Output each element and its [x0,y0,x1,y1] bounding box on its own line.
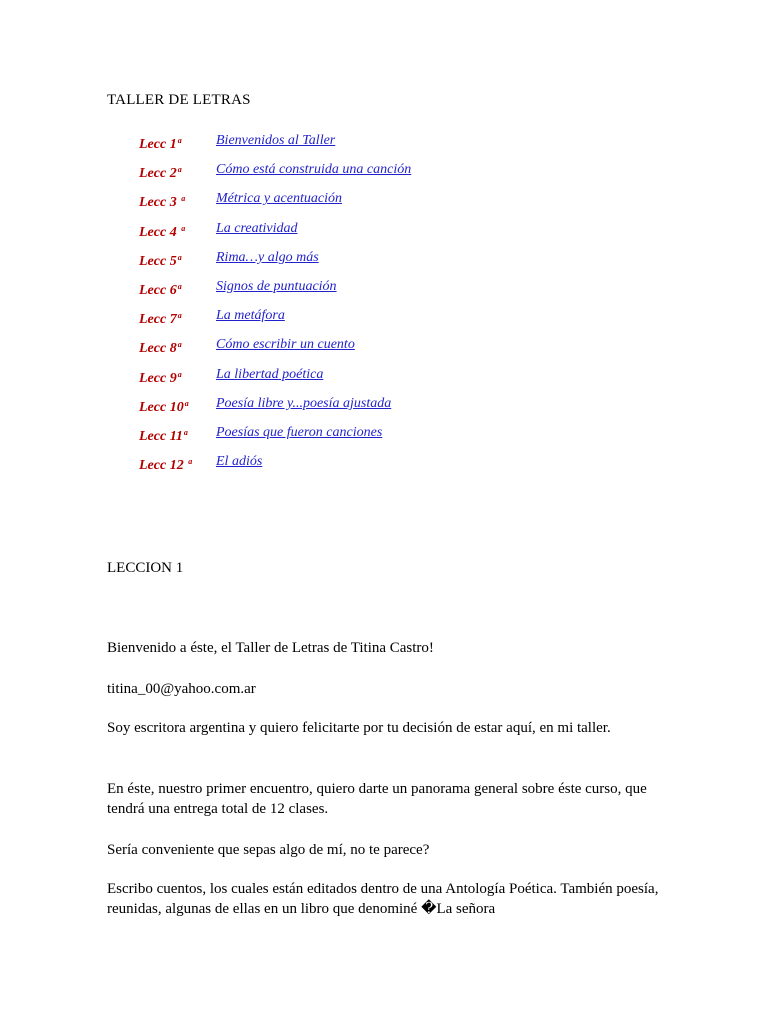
lesson-number: Lecc 3 $^a$ [139,194,186,211]
course-paragraph: En éste, nuestro primer encuentro, quiero darte un panorama general sobre éste curso, que tendrá una entrega total de 12 clases. [107,781,647,817]
lesson-number: Lecc 10$^a$ [139,398,189,415]
lesson-link-cuento[interactable]: Cómo escribir un cuento [216,337,355,353]
writings-paragraph: Escribo cuentos, los cuales están editados dentro de una Antología Poética. También poesía, reunidas, algunas de ellas en un libro que denominé �La señora [107,881,659,917]
lesson-number: Lecc 5$^a$ [139,252,182,269]
lesson-link-canciones[interactable]: Poesías que fueron canciones [216,424,383,440]
lesson-link-poesia-libre[interactable]: Poesía libre y...poesía ajustada [216,395,392,411]
toc-row-4 [139,219,411,248]
toc-row-12 [139,452,411,481]
lesson-link-metafora[interactable]: La metáfora [216,308,285,324]
lesson-number: Lecc 9$^a$ [139,369,182,386]
toc-row-9 [139,365,411,394]
lesson-link-creatividad[interactable]: La creatividad [216,220,298,236]
toc-row-10 [139,394,411,423]
toc-row-8 [139,335,411,364]
email-text: titina_00@yahoo.com.ar [107,681,256,697]
toc-row-2 [139,160,411,189]
lesson-link-cancion[interactable]: Cómo está construida una canción [216,162,412,178]
toc-row-6 [139,277,411,306]
lesson-number: Lecc 11$^a$ [139,427,188,444]
toc-row-11 [139,423,411,452]
lesson-number: Lecc 12 $^a$ [139,457,193,474]
lesson-number: Lecc 2$^a$ [139,165,182,182]
lesson-heading: LECCION 1 [107,560,184,576]
lesson-number: Lecc 1$^a$ [139,136,182,152]
lesson-link-metrica[interactable]: Métrica y acentuación [216,191,342,207]
toc-row-7 [139,306,411,335]
lesson-link-rima[interactable]: Rima…y algo más [216,249,319,265]
lesson-number: Lecc 7$^a$ [139,311,182,328]
lesson-link-libertad[interactable]: La libertad poética [216,366,324,382]
toc-row-1 [139,131,411,160]
welcome-paragraph: Bienvenido a éste, el Taller de Letras de Titina Castro! [107,640,434,656]
intro-paragraph: Soy escritora argentina y quiero felicitarte por tu decisión de estar aquí, en mi taller. [107,720,611,736]
table-of-contents [139,131,411,481]
lesson-link-signos[interactable]: Signos de puntuación [216,278,337,294]
toc-row-5 [139,248,411,277]
lesson-link-adios[interactable]: El adiós [216,454,263,470]
lesson-number: Lecc 6$^a$ [139,281,182,298]
document-title: TALLER DE LETRAS [107,92,251,108]
lesson-number: Lecc 4 $^a$ [139,223,186,240]
about-me-paragraph: Sería conveniente que sepas algo de mí, no te parece? [107,842,430,858]
toc-row-3 [139,189,411,218]
lesson-link-bienvenidos[interactable]: Bienvenidos al Taller [216,133,336,148]
lesson-number: Lecc 8$^a$ [139,340,182,357]
